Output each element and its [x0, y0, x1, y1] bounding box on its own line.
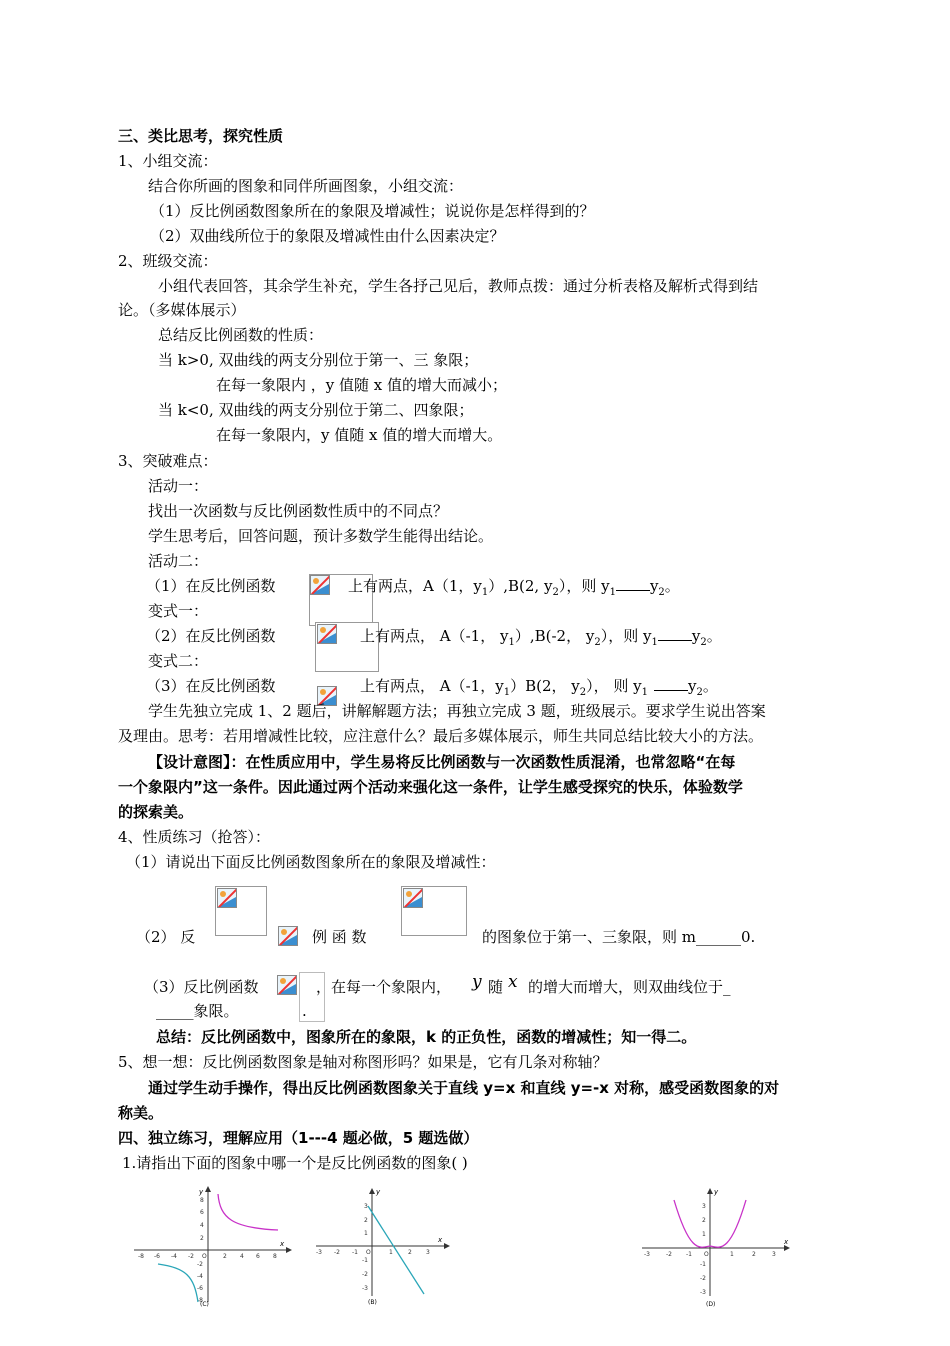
- design-intent: 的探索美。: [118, 803, 194, 821]
- y-tick: 6: [200, 1209, 204, 1216]
- graph-d: [638, 1184, 794, 1310]
- variant-1-label: 变式一：: [148, 602, 209, 620]
- broken-image-icon: [310, 575, 330, 595]
- exercise-2-lead: （2） 反: [136, 928, 196, 946]
- y-tick: -1: [700, 1261, 706, 1268]
- x-axis-label: x: [784, 1238, 789, 1246]
- x-tick: 2: [752, 1251, 756, 1258]
- paragraph: 结合你所画的图象和同伴所画图象，小组交流：: [148, 177, 464, 195]
- x-tick: -1: [686, 1251, 692, 1258]
- y-axis-arrow: [707, 1188, 713, 1194]
- y-tick: 2: [702, 1217, 706, 1224]
- x-tick: -2: [666, 1251, 672, 1258]
- x-tick: -2: [188, 1253, 194, 1260]
- x-tick: 1: [389, 1249, 393, 1256]
- exercise-3-cont: _____象限。: [156, 1002, 239, 1020]
- exercise-3-sui: 随: [488, 978, 504, 996]
- x-axis-label: x: [438, 1236, 443, 1244]
- y-tick: -1: [362, 1257, 368, 1264]
- broken-image-icon: [317, 624, 337, 644]
- x-tick: -3: [316, 1249, 322, 1256]
- x-tick: 8: [273, 1253, 277, 1260]
- x-axis-arrow: [444, 1243, 450, 1249]
- graph-b: [312, 1184, 452, 1308]
- broken-image-icon: [278, 926, 298, 946]
- property-line: 当 k<0, 双曲线的两支分别位于第二、四象限；: [158, 401, 474, 419]
- y-axis-arrow: [205, 1186, 211, 1192]
- y-tick: 2: [200, 1235, 204, 1242]
- x-tick: 2: [223, 1253, 227, 1260]
- x-tick: 2: [408, 1249, 412, 1256]
- curve-branch-1: [218, 1194, 278, 1230]
- heading-class-discussion: 2、班级交流：: [118, 252, 218, 270]
- paragraph: 通过学生动手操作，得出反比例函数图象关于直线 y=x 和直线 y=-x 对称，感受函数图象的对: [148, 1079, 780, 1097]
- x-tick: -4: [171, 1253, 177, 1260]
- y-tick: -4: [197, 1273, 203, 1280]
- broken-image-icon: [277, 975, 297, 995]
- paragraph: 论。（多媒体展示）: [118, 301, 246, 319]
- graph-label: (B): [368, 1299, 377, 1306]
- x-tick: 1: [730, 1251, 734, 1258]
- variable-y: y: [472, 972, 482, 992]
- x-tick: -3: [644, 1251, 650, 1258]
- question-2-prefix: （2）在反比例函数: [146, 627, 276, 645]
- heading-think: 5、想一想：反比例函数图象是轴对称图形吗？如果是，它有几条对称轴？: [118, 1053, 608, 1071]
- paragraph: 小组代表回答，其余学生补充，学生各抒己见后，教师点拨：通过分析表格及解析式得到结: [158, 277, 759, 295]
- question-1-prefix: （1）在反比例函数: [146, 577, 276, 595]
- y-axis-arrow: [369, 1188, 375, 1194]
- paragraph: 总结反比例函数的性质：: [158, 326, 324, 344]
- origin-label: O: [704, 1251, 709, 1258]
- graph-label: (D): [706, 1301, 716, 1308]
- y-tick: -2: [197, 1261, 203, 1268]
- broken-image-icon: [403, 888, 423, 908]
- section-3-title: 三、类比思考，探究性质: [118, 127, 284, 145]
- curve-branch-2: [158, 1264, 198, 1302]
- y-tick: -6: [197, 1285, 203, 1292]
- paragraph: 学生思考后，回答问题，预计多数学生能得出结论。: [148, 527, 494, 545]
- origin-label: O: [202, 1253, 207, 1260]
- y-tick: 3: [702, 1203, 706, 1210]
- heading-practice: 4、性质练习（抢答）：: [118, 828, 271, 846]
- activity-1-label: 活动一：: [148, 477, 209, 495]
- question-text: （1）反比例函数图象所在的象限及增减性；说说你是怎样得到的？: [150, 202, 595, 220]
- activity-2-label: 活动二：: [148, 552, 209, 570]
- y-axis-label: y: [714, 1188, 719, 1196]
- question-text: （2）双曲线所位于的象限及增减性由什么因素决定？: [150, 227, 505, 245]
- summary: 总结：反比例函数中，图象所在的象限，k 的正负性，函数的增减性；知一得二。: [156, 1028, 697, 1046]
- exercise-2-text: 的图象位于第一、三象限，则 m______0.: [482, 928, 756, 946]
- x-axis-label: x: [280, 1240, 285, 1248]
- exercise-3-text: 的增大而增大，则双曲线位于_: [528, 978, 731, 996]
- property-line: 在每一象限内 ，y 值随 x 值的增大而减小；: [216, 376, 508, 394]
- question-2-text: 上有两点， A（-1， $y_1),B(-2$， $y_2$），则 $y_1$ $y_2$。: [360, 627, 722, 648]
- line-graph: [368, 1206, 424, 1294]
- paragraph: 称美。: [118, 1104, 164, 1122]
- question-3-text: 上有两点， A（-1，$y_1)B(2$， $y_2$）， 则 $y_1$ $y_2$。: [360, 677, 718, 698]
- property-line: 当 k>0, 双曲线的两支分别位于第一、三 象限；: [158, 351, 479, 369]
- broken-image-icon: [217, 888, 237, 908]
- y-axis-label: y: [376, 1188, 381, 1196]
- graph-c: [128, 1184, 294, 1308]
- y-tick: 8: [200, 1197, 204, 1204]
- heading-breakthrough: 3、突破难点：: [118, 452, 218, 470]
- y-tick: -3: [362, 1285, 368, 1292]
- x-tick: -6: [154, 1253, 160, 1260]
- question-1-text: 上有两点，A（1，$y_1),B(2$, $y_2$），则 $y_1$ $y_2$。: [348, 577, 680, 598]
- y-tick: 3: [364, 1203, 368, 1210]
- variant-2-label: 变式二：: [148, 652, 209, 670]
- graph-label: (C): [200, 1301, 209, 1308]
- paragraph: 找出一次函数与反比例函数性质中的不同点？: [148, 502, 449, 520]
- x-tick: 4: [240, 1253, 244, 1260]
- y-tick: -2: [700, 1275, 706, 1282]
- y-tick: -3: [700, 1289, 706, 1296]
- variable-x: x: [508, 972, 518, 992]
- design-intent: 一个象限内”这一条件。因此通过两个活动来强化这一条件，让学生感受探究的快乐，体验数学: [118, 778, 743, 796]
- paragraph: 学生先独立完成 1、2 题后，讲解解题方法；再独立完成 3 题，班级展示。要求学生说出答案: [148, 702, 766, 720]
- x-tick: 6: [256, 1253, 260, 1260]
- x-axis-arrow: [286, 1247, 292, 1253]
- x-tick: 3: [426, 1249, 430, 1256]
- x-tick: -1: [352, 1249, 358, 1256]
- section-4-title: 四、独立练习，理解应用（1---4 题必做，5 题选做）: [118, 1129, 479, 1147]
- y-tick: 4: [200, 1222, 204, 1229]
- x-tick: 3: [772, 1251, 776, 1258]
- exercise-2-mid: 例 函 数: [312, 928, 367, 946]
- y-tick: 2: [364, 1217, 368, 1224]
- x-tick: -8: [138, 1253, 144, 1260]
- paragraph: 及理由。思考：若用增减性比较，应注意什么？最后多媒体展示，师生共同总结比较大小的方法。: [118, 727, 764, 745]
- y-tick: 1: [702, 1231, 706, 1238]
- heading-group-discussion: 1、小组交流：: [118, 152, 218, 170]
- property-line: 在每一象限内，y 值随 x 值的增大而增大。: [216, 426, 503, 444]
- y-tick: -2: [362, 1271, 368, 1278]
- y-tick: 1: [364, 1230, 368, 1237]
- period: .: [302, 1002, 307, 1020]
- question-3-prefix: （3）在反比例函数: [146, 677, 276, 695]
- exercise-3-mid: ，在每一个象限内，: [316, 978, 452, 996]
- y-axis-label: y: [199, 1188, 204, 1196]
- origin-label: O: [366, 1249, 371, 1256]
- question-text: 1.请指出下面的图象中哪一个是反比例函数的图象( ): [122, 1154, 468, 1172]
- x-tick: -2: [334, 1249, 340, 1256]
- design-intent: 【设计意图】：在性质应用中，学生易将反比例函数与一次函数性质混淆，也常忽略“在每: [148, 753, 736, 771]
- question-text: （1）请说出下面反比例函数图象所在的象限及增减性：: [126, 853, 496, 871]
- exercise-3-lead: （3）反比例函数: [144, 978, 259, 996]
- y-tick: -8: [197, 1297, 203, 1304]
